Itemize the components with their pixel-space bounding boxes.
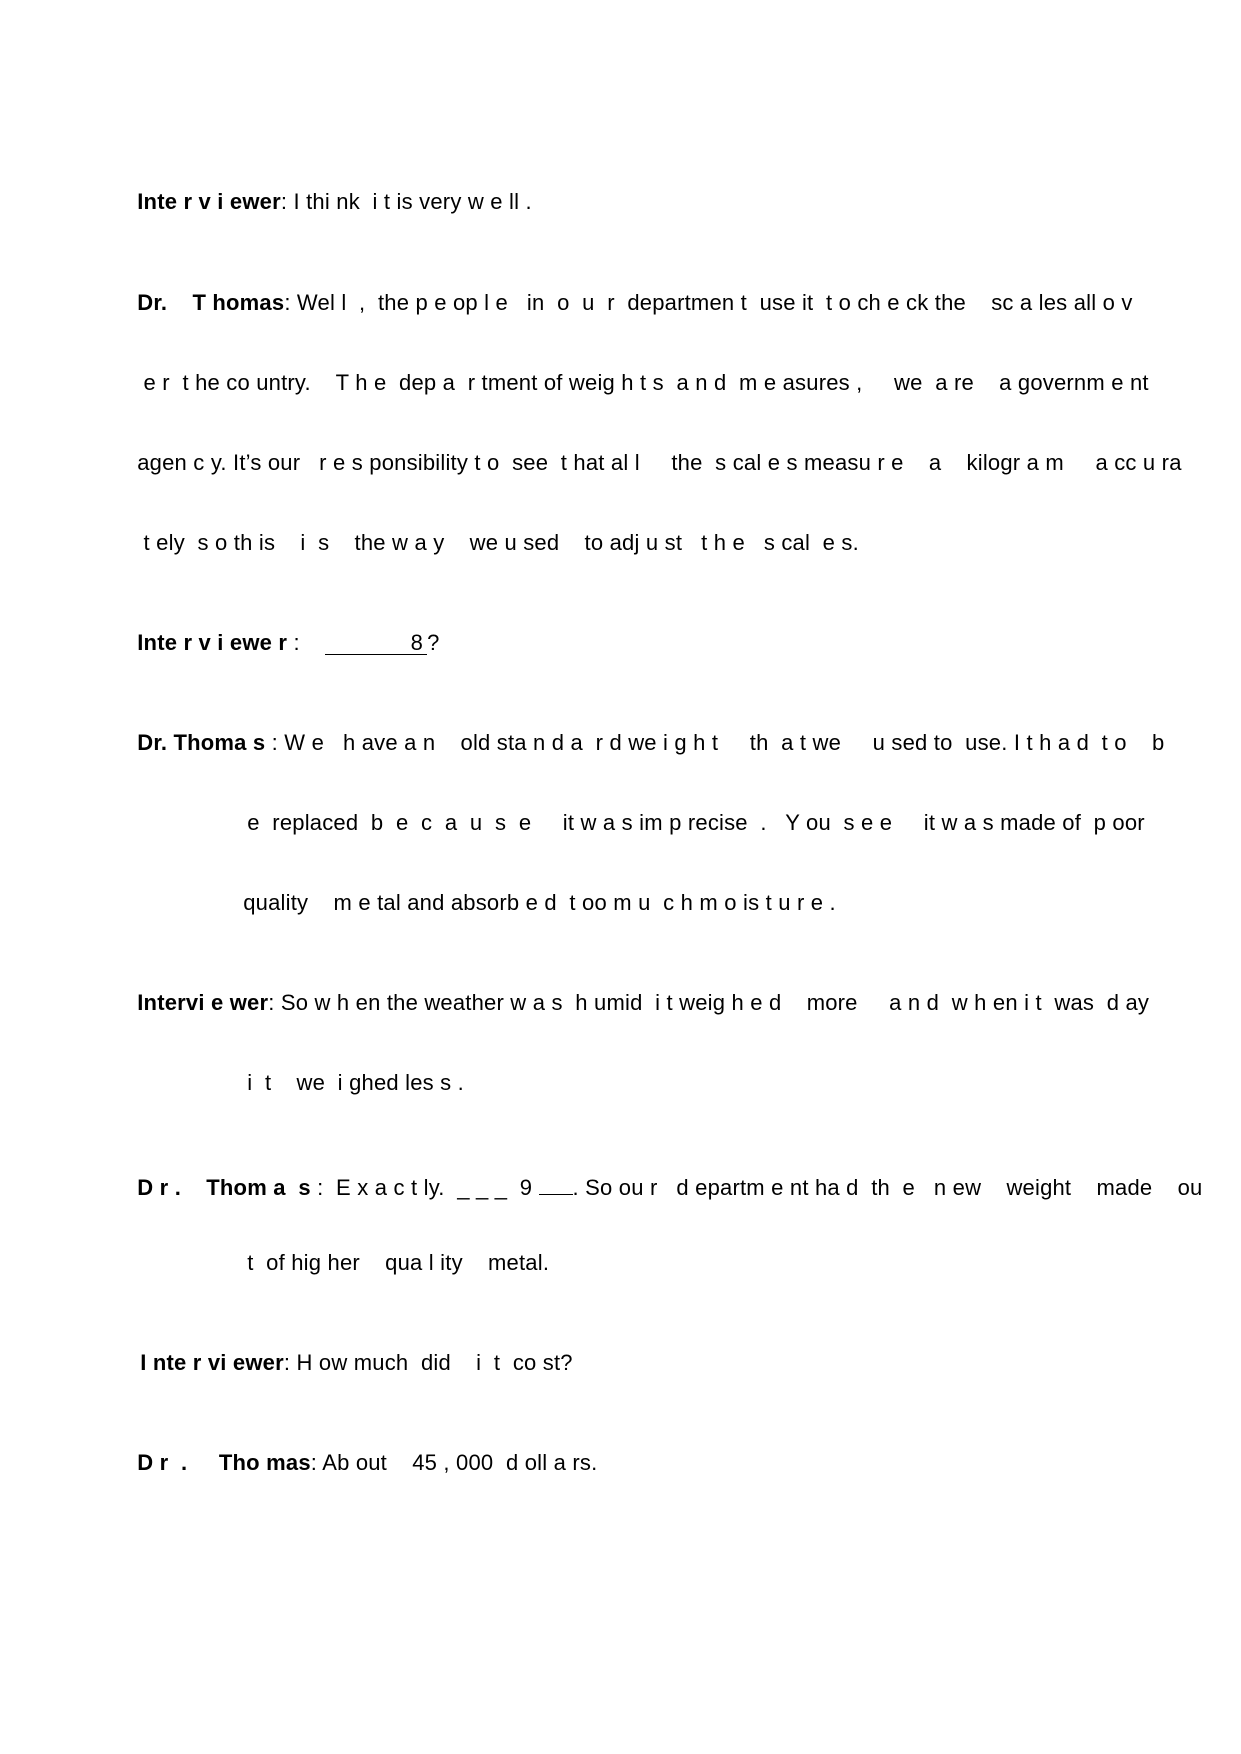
- dialogue-line-continuation: [112, 338, 1149, 428]
- dialogue-text: : H ow much did i t co st?: [283, 1350, 573, 1375]
- dialogue-line: [112, 598, 1134, 688]
- speaker-dr-thomas: Dr. T homas: [137, 290, 285, 315]
- dialogue-text: t ely s o th is i s the w a y we u sed to adj u st t h e s cal e s.: [137, 530, 859, 555]
- answer-blank-9[interactable]: [539, 1168, 573, 1195]
- dialogue-text: t of hig her qua l ity metal.: [247, 1250, 550, 1275]
- dialogue-text: : Wel l , the p e op l e in o u r departmen t use it t o ch e ck the sc a les all o v: [284, 290, 1133, 315]
- dialogue-text: quality m e tal and absorb e d t oo m u c h m o is t u r e .: [243, 890, 836, 915]
- dialogue-line: [115, 1318, 1137, 1408]
- dialogue-line-continuation: [218, 858, 1130, 948]
- dialogue-text: e replaced b e c a u s e it w a s im p recise . Y ou s e e it w a s made of p oor: [247, 810, 1145, 835]
- dialogue-line: [112, 157, 1134, 247]
- speaker-interviewer: Intervi e wer: [137, 990, 269, 1015]
- dialogue-text: e r t he co untry. T h e dep a r tment of weig h t s a n d m e asures , we a re a governm e nt: [137, 370, 1149, 395]
- dialogue-line: [112, 1418, 1134, 1508]
- dialogue-text: : So w h en the weather w a s h umid i t weig h e d more a n d w h en i t was d ay: [268, 990, 1150, 1015]
- speaker-interviewer: Inte r v i ewer: [137, 189, 281, 214]
- dialogue-line-continuation: [222, 778, 1145, 868]
- dialogue-line: [112, 958, 1150, 1048]
- dialogue-text: ?: [427, 630, 440, 655]
- speaker-dr-thomas: Dr. Thoma s: [137, 730, 266, 755]
- dialogue-text: agen c y. It’s our r e s ponsibility t o see t hat al l the s cal e s measu r e a kilogr a m a cc u ra: [137, 450, 1182, 475]
- dialogue-text: : Ab out 45 , 000 d oll a rs.: [310, 1450, 598, 1475]
- dialogue-text: . So ou r d epartm e nt ha d th e n ew weight made ou: [572, 1175, 1203, 1200]
- speaker-interviewer: Inte r v i ewe r: [137, 630, 288, 655]
- speaker-interviewer: I nte r vi ewer: [140, 1350, 284, 1375]
- dialogue-line-continuation: [222, 1218, 1134, 1308]
- dialogue-line-continuation: [222, 1038, 1134, 1128]
- dialogue-line-continuation: [112, 498, 1134, 588]
- dialogue-line: [112, 698, 1165, 788]
- dialogue-line: [112, 258, 1134, 348]
- dialogue-line-continuation: [112, 418, 1182, 508]
- speaker-dr-thomas: D r . Thom a s: [137, 1175, 311, 1200]
- answer-blank-8[interactable]: 8: [325, 629, 427, 655]
- dialogue-text: : E x a c t ly. _ _ _ 9: [310, 1175, 539, 1200]
- speaker-dr-thomas: D r . Tho mas: [137, 1450, 311, 1475]
- dialogue-text: : W e h ave a n old sta n d a r d we i g h t th a t we u sed to use. I t h a d t o b: [265, 730, 1165, 755]
- dialogue-text: i t we i ghed les s .: [247, 1070, 464, 1095]
- dialogue-text: :: [287, 630, 326, 655]
- dialogue-text: : I thi nk i t is very w e ll .: [280, 189, 532, 214]
